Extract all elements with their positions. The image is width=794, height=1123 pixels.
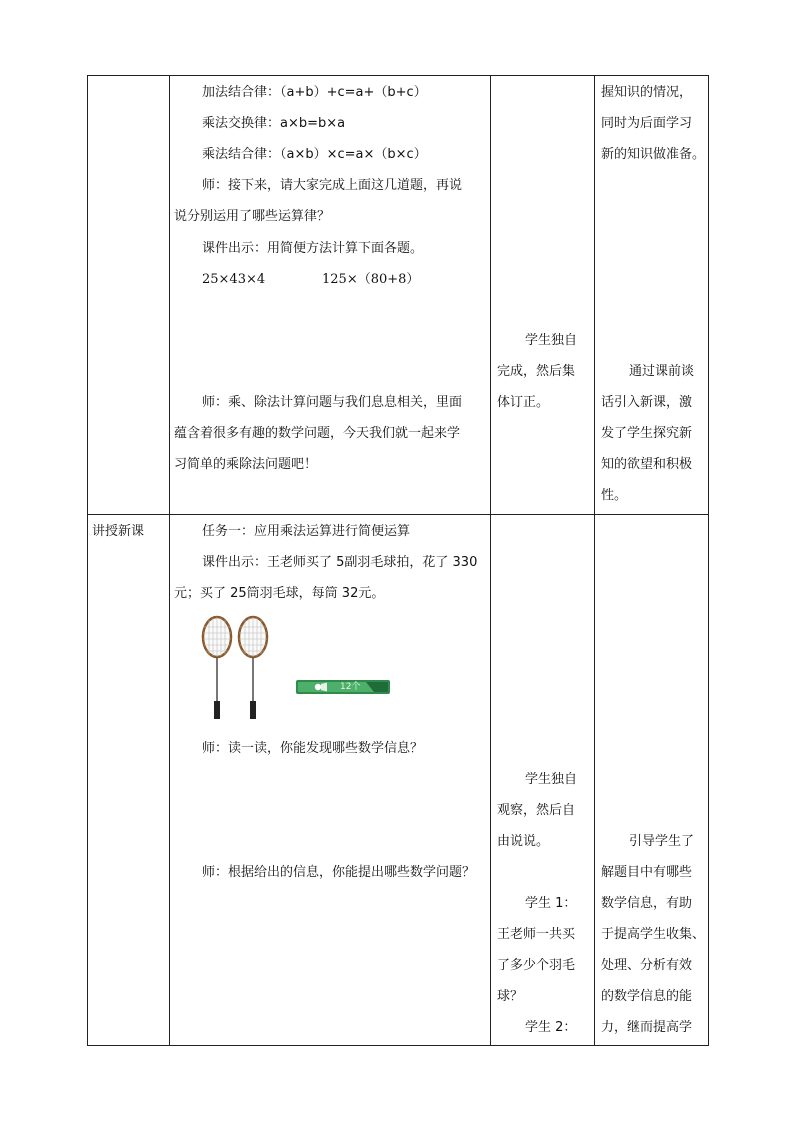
teacher-line: 蕴含着很多有趣的数学问题，今天我们就一起来学 (174, 426, 461, 441)
student-activity: 观察，然后自 (497, 803, 576, 818)
intent-line: 通过课前谈 (629, 364, 695, 379)
intent-line: 新的知识做准备。 (601, 147, 706, 162)
content-cell (170, 515, 491, 1046)
racket-icon (203, 617, 231, 719)
courseware-line: 课件出示：王老师买了 5副羽毛球拍，花了 330 (202, 555, 478, 570)
lesson-plan-table (87, 75, 709, 1046)
table-row (88, 76, 709, 515)
exercise-b: 125×（80+8） (322, 272, 420, 287)
intent-line: 的数学信息的能 (601, 989, 693, 1004)
addition-associative-law: 加法结合律：（a+b）+c=a+（b+c） (202, 85, 427, 100)
student-activity: 学生 1： (525, 896, 577, 911)
teacher-line: 师：接下来，请大家完成上面这几道题，再说 (202, 178, 463, 193)
exercise-a: 25×43×4 (202, 272, 266, 287)
intent-cell (595, 76, 709, 515)
intent-line: 引导学生了 (629, 834, 695, 849)
stage-cell (88, 76, 170, 515)
stage-label: 讲授新课 (92, 524, 145, 539)
courseware-line: 课件出示：用简便方法计算下面各题。 (202, 241, 424, 256)
student-cell (491, 515, 595, 1046)
student-activity: 由说说。 (497, 834, 550, 849)
shuttlecock-tube-image (296, 679, 390, 695)
student-activity: 王老师一共买 (497, 927, 576, 942)
intent-line: 性。 (601, 488, 628, 503)
stage-cell (88, 515, 170, 1046)
multiplication-commutative-law: 乘法交换律：a×b=b×a (202, 116, 346, 131)
intent-line: 数学信息，有助 (601, 896, 693, 911)
tube-count-label: 12个 (340, 682, 361, 692)
student-activity: 学生独自 (525, 772, 578, 787)
student-activity: 体订正。 (497, 395, 550, 410)
courseware-line: 元；买了 25筒羽毛球，每筒 32元。 (174, 586, 385, 601)
teacher-line: 说分别运用了哪些运算律？ (174, 209, 331, 224)
content-cell (170, 76, 491, 515)
student-activity: 了多少个羽毛 (497, 958, 576, 973)
student-activity: 学生独自 (525, 333, 578, 348)
intent-line: 力，继而提高学 (601, 1020, 693, 1035)
teacher-line: 习简单的乘除法问题吧！ (174, 457, 318, 472)
intent-line: 发了学生探究新 (601, 426, 693, 441)
intent-line: 话引入新课，激 (601, 395, 693, 410)
task-title: 任务一：应用乘法运算进行简便运算 (202, 524, 411, 539)
intent-line: 同时为后面学习 (601, 116, 693, 131)
intent-line: 处理、分析有效 (601, 958, 693, 973)
intent-cell (595, 515, 709, 1046)
table-row (88, 515, 709, 1046)
intent-line: 解题目中有哪些 (601, 865, 693, 880)
student-activity: 完成，然后集 (497, 364, 576, 379)
badminton-rackets-image (200, 615, 276, 725)
intent-line: 知的欲望和积极 (601, 457, 693, 472)
student-cell (491, 76, 595, 515)
teacher-line: 师：乘、除法计算问题与我们息息相关，里面 (202, 395, 463, 410)
intent-line: 握知识的情况， (601, 85, 693, 100)
teacher-question: 师：根据给出的信息，你能提出哪些数学问题？ (202, 865, 476, 880)
student-activity: 学生 2： (525, 1020, 577, 1035)
multiplication-associative-law: 乘法结合律：（a×b）×c=a×（b×c） (202, 147, 427, 162)
intent-line: 于提高学生收集、 (601, 927, 706, 942)
racket-icon (239, 617, 267, 719)
teacher-question: 师：读一读，你能发现哪些数学信息？ (202, 741, 424, 756)
student-activity: 球？ (497, 989, 524, 1004)
